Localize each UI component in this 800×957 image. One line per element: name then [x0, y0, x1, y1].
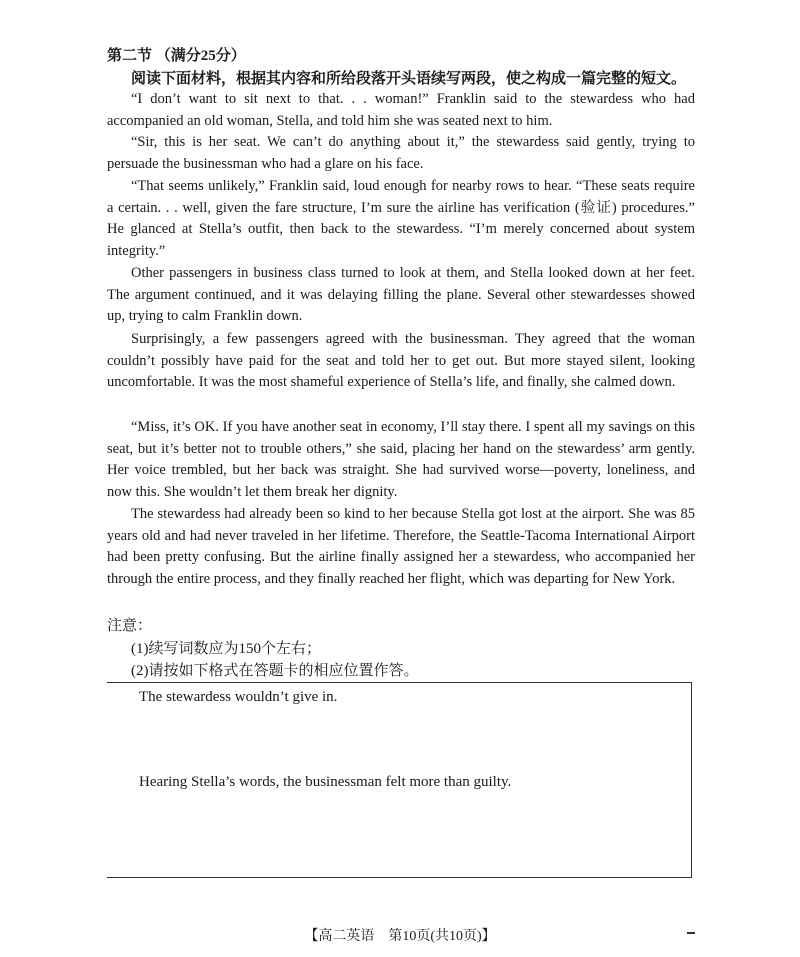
notes-label: 注意：	[107, 618, 153, 634]
note-item-2: (2)请按如下格式在答题卡的相应位置作答。	[131, 663, 419, 679]
passage-paragraph-1: “I don’t want to sit next to that. . . woman!” Franklin said to the stewardess who had accompanied an old woman, Stella, and told him she was seated next to him.	[107, 91, 695, 129]
section-title: 第二节 （满分25分）	[107, 48, 246, 64]
instruction-text: 阅读下面材料，根据其内容和所给段落开头语续写两段，使之构成一篇完整的短文。	[131, 71, 687, 87]
continuation-prompt-1: The stewardess wouldn’t give in.	[139, 689, 338, 705]
corner-mark	[687, 932, 695, 934]
passage-paragraph-6: “Miss, it’s OK. If you have another seat in economy, I’ll stay there. I spent all my savings on this seat, but it’s better not to trouble others,” she said, placing her hand on the stewardess’ arm gently. Her voice trembled, but her back was straight. She had survived worse—poverty, loneliness, and now this. She wouldn’t let them break her dignity.	[107, 419, 695, 500]
page-footer: 【高二英语 第10页(共10页)】	[304, 929, 496, 944]
passage-paragraph-3: “That seems unlikely,” Franklin said, loud enough for nearby rows to hear. “These seats require a certain. . . well, given the fare structure, I’m sure the airline has verification (验证) procedures.” He glanced at Stella’s outfit, then back to the stewardess. “I’m merely concerned about system integrity.”	[107, 178, 695, 259]
passage-paragraph-5: Surprisingly, a few passengers agreed with the businessman. They agreed that the woman couldn’t possibly have paid for the seat and told her to get out. But more stayed silent, looking uncomfortable. It was the most shameful experience of Stella’s life, and finally, she calmed down.	[107, 331, 695, 391]
note-item-1: (1)续写词数应为150个左右；	[131, 641, 321, 657]
answer-box	[107, 682, 692, 878]
passage-paragraph-2: “Sir, this is her seat. We can’t do anything about it,” the stewardess said gently, trying to persuade the businessman who had a glare on his face.	[107, 134, 695, 172]
passage-paragraph-7: The stewardess had already been so kind to her because Stella got lost at the airport. She was 85 years old and had never traveled in her lifetime. Therefore, the Seattle-Tacoma International Airport had been pretty confusing. But the airline finally assigned her a stewardess, who accompanied her through the entire process, and they finally reached her flight, which was departing for New York.	[107, 506, 695, 587]
continuation-prompt-2: Hearing Stella’s words, the businessman felt more than guilty.	[139, 774, 512, 790]
passage-paragraph-4: Other passengers in business class turned to look at them, and Stella looked down at her feet. The argument continued, and it was delaying filling the plane. Several other stewardesses showed up, trying to calm Franklin down.	[107, 265, 695, 325]
